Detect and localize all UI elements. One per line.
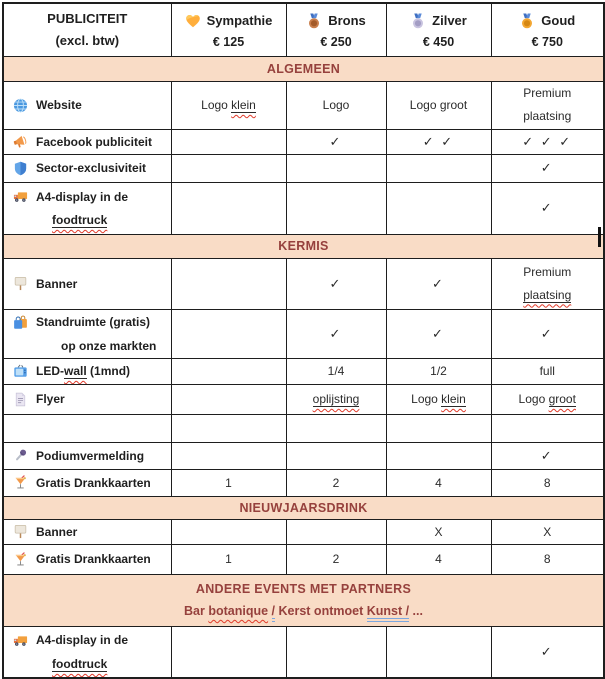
cell-brons: ✓ — [286, 129, 386, 154]
shield-icon — [13, 161, 28, 176]
feature-standruimte — [3, 309, 171, 358]
tier-price: € 125 — [212, 34, 245, 49]
cell-brons: oplijsting — [286, 384, 386, 414]
placard-icon — [13, 276, 28, 291]
page-icon — [13, 392, 28, 407]
feature-label: Facebook publiciteit — [36, 134, 153, 149]
table-row — [3, 384, 604, 414]
feature-label: Gratis Drankkaarten — [36, 475, 151, 490]
cell-sympathie — [171, 358, 286, 384]
cell-sympathie — [171, 519, 286, 544]
section-andere-events — [3, 574, 604, 626]
cell-zilver: Logo groot — [386, 81, 491, 129]
section-algemeen — [3, 56, 604, 81]
cell-brons — [286, 442, 386, 469]
text-cursor-artifact — [598, 227, 601, 247]
table-row — [3, 258, 604, 309]
feature-label: Flyer — [36, 392, 65, 406]
table-row — [3, 129, 604, 154]
cell-goud: ✓ — [491, 154, 604, 182]
cell-goud: X — [491, 519, 604, 544]
table-title-cell — [3, 3, 171, 56]
tier-name: Sympathie — [206, 13, 273, 29]
feature-flyer — [3, 384, 171, 414]
feature-label: Banner — [36, 276, 78, 291]
cell-zilver: 1/2 — [386, 358, 491, 384]
cell-goud: 8 — [491, 469, 604, 496]
cell-sympathie: 1 — [171, 544, 286, 574]
globe-icon — [13, 98, 28, 113]
table-row-empty — [3, 414, 604, 442]
feature-facebook — [3, 129, 171, 154]
tier-name: Brons — [328, 13, 366, 29]
table-row — [3, 626, 604, 678]
cell-zilver — [386, 154, 491, 182]
cell-brons — [286, 182, 386, 234]
cell-empty — [286, 414, 386, 442]
section-title: NIEUWJAARSDRINK — [239, 500, 368, 515]
cell-brons: ✓ — [286, 309, 386, 358]
cell-goud: ✓ — [491, 309, 604, 358]
cell-brons — [286, 154, 386, 182]
tier-brons-cell — [286, 3, 386, 56]
section-kermis — [3, 234, 604, 258]
cell-empty — [386, 414, 491, 442]
cell-goud: ✓ ✓ ✓ — [491, 129, 604, 154]
cell-sympathie — [171, 129, 286, 154]
cell-brons: 2 — [286, 544, 386, 574]
cell-zilver: 4 — [386, 544, 491, 574]
section-title: KERMIS — [278, 239, 329, 253]
cell-zilver — [386, 626, 491, 678]
section-title: ANDERE EVENTS MET PARTNERS — [195, 582, 412, 596]
cell-sympathie: Logo klein — [171, 81, 286, 129]
table-row — [3, 182, 604, 234]
feature-label-line2: op onze markten — [61, 338, 157, 353]
feature-label: Standruimte (gratis) — [36, 315, 151, 329]
table-subtitle: (excl. btw) — [55, 32, 120, 48]
cell-goud: ✓ — [491, 182, 604, 234]
cell-brons: 1/4 — [286, 358, 386, 384]
tier-name: Goud — [541, 13, 576, 29]
cell-brons: Logo — [286, 81, 386, 129]
table-row — [3, 519, 604, 544]
cell-sympathie — [171, 258, 286, 309]
feature-label-line2: foodtruck — [52, 656, 108, 671]
yellow-heart-icon — [185, 13, 201, 29]
feature-label: Podiumvermelding — [36, 448, 145, 463]
cell-goud: Logo groot — [491, 384, 604, 414]
header-row — [3, 3, 604, 56]
cell-goud: ✓ — [491, 626, 604, 678]
feature-label: A4-display in de — [36, 633, 129, 648]
cell-sympathie — [171, 626, 286, 678]
cell-goud: 8 — [491, 544, 604, 574]
feature-a4-display — [3, 182, 171, 234]
feature-label: Gratis Drankkaarten — [36, 552, 151, 566]
cell-empty — [171, 414, 286, 442]
cell-brons — [286, 626, 386, 678]
section-nieuwjaarsdrink — [3, 496, 604, 519]
feature-label: Sector-exclusiviteit — [36, 161, 147, 175]
cell-empty — [491, 414, 604, 442]
section-subtitle: Bar botanique / Kerst ontmoet Kunst / ... — [4, 604, 603, 618]
feature-label-line2: foodtruck — [52, 213, 108, 227]
table-row — [3, 309, 604, 358]
cell-brons: 2 — [286, 469, 386, 496]
cell-goud: full — [491, 358, 604, 384]
microphone-icon — [13, 448, 28, 463]
silver-medal-icon — [410, 13, 426, 29]
table-title: PUBLICITEIT — [47, 10, 128, 26]
feature-label: Banner — [36, 524, 78, 539]
feature-podium — [3, 442, 171, 469]
cell-sympathie: 1 — [171, 469, 286, 496]
cell-goud: Premium plaatsing — [491, 258, 604, 309]
section-title: ALGEMEEN — [266, 61, 341, 76]
table-row — [3, 544, 604, 574]
bronze-medal-icon — [306, 13, 322, 29]
cell-zilver: Logo klein — [386, 384, 491, 414]
gold-medal-icon — [519, 13, 535, 29]
feature-label: Website — [36, 98, 82, 112]
tropical-drink-icon — [13, 475, 28, 490]
cell-goud: Premium plaatsing — [491, 81, 604, 129]
feature-label: A4-display in de — [36, 189, 129, 204]
shopping-bags-icon — [13, 315, 28, 330]
tier-sympathie-cell — [171, 3, 286, 56]
feature-banner — [3, 519, 171, 544]
feature-website — [3, 81, 171, 129]
truck-icon — [13, 189, 28, 204]
cell-empty — [3, 414, 171, 442]
cell-zilver: ✓ — [386, 258, 491, 309]
feature-banner — [3, 258, 171, 309]
table-row — [3, 442, 604, 469]
cell-zilver — [386, 182, 491, 234]
tier-price: € 750 — [531, 34, 563, 49]
placard-icon — [13, 524, 28, 539]
cell-sympathie — [171, 154, 286, 182]
feature-a4-display — [3, 626, 171, 678]
cell-zilver: ✓ ✓ — [386, 129, 491, 154]
tier-goud-cell — [491, 3, 604, 56]
cell-sympathie — [171, 384, 286, 414]
tv-icon — [13, 364, 28, 379]
tier-name: Zilver — [432, 13, 467, 29]
table-row — [3, 81, 604, 129]
cell-zilver: ✓ — [386, 309, 491, 358]
cell-zilver: 4 — [386, 469, 491, 496]
tier-zilver-cell — [386, 3, 491, 56]
cell-zilver — [386, 442, 491, 469]
table-row — [3, 358, 604, 384]
tropical-drink-icon — [13, 552, 28, 567]
cell-goud: ✓ — [491, 442, 604, 469]
feature-sector — [3, 154, 171, 182]
feature-drankkaarten — [3, 469, 171, 496]
tier-price: € 450 — [422, 34, 455, 49]
cell-brons — [286, 519, 386, 544]
pricing-table — [2, 2, 605, 679]
feature-ledwall — [3, 358, 171, 384]
table-row — [3, 469, 604, 496]
feature-drankkaarten — [3, 544, 171, 574]
megaphone-icon — [13, 134, 28, 149]
tier-price: € 250 — [320, 34, 352, 49]
truck-icon — [13, 633, 28, 648]
feature-label: LED-wall (1mnd) — [36, 364, 131, 378]
table-row — [3, 154, 604, 182]
cell-sympathie — [171, 309, 286, 358]
cell-sympathie — [171, 442, 286, 469]
cell-brons: ✓ — [286, 258, 386, 309]
cell-sympathie — [171, 182, 286, 234]
cell-zilver: X — [386, 519, 491, 544]
